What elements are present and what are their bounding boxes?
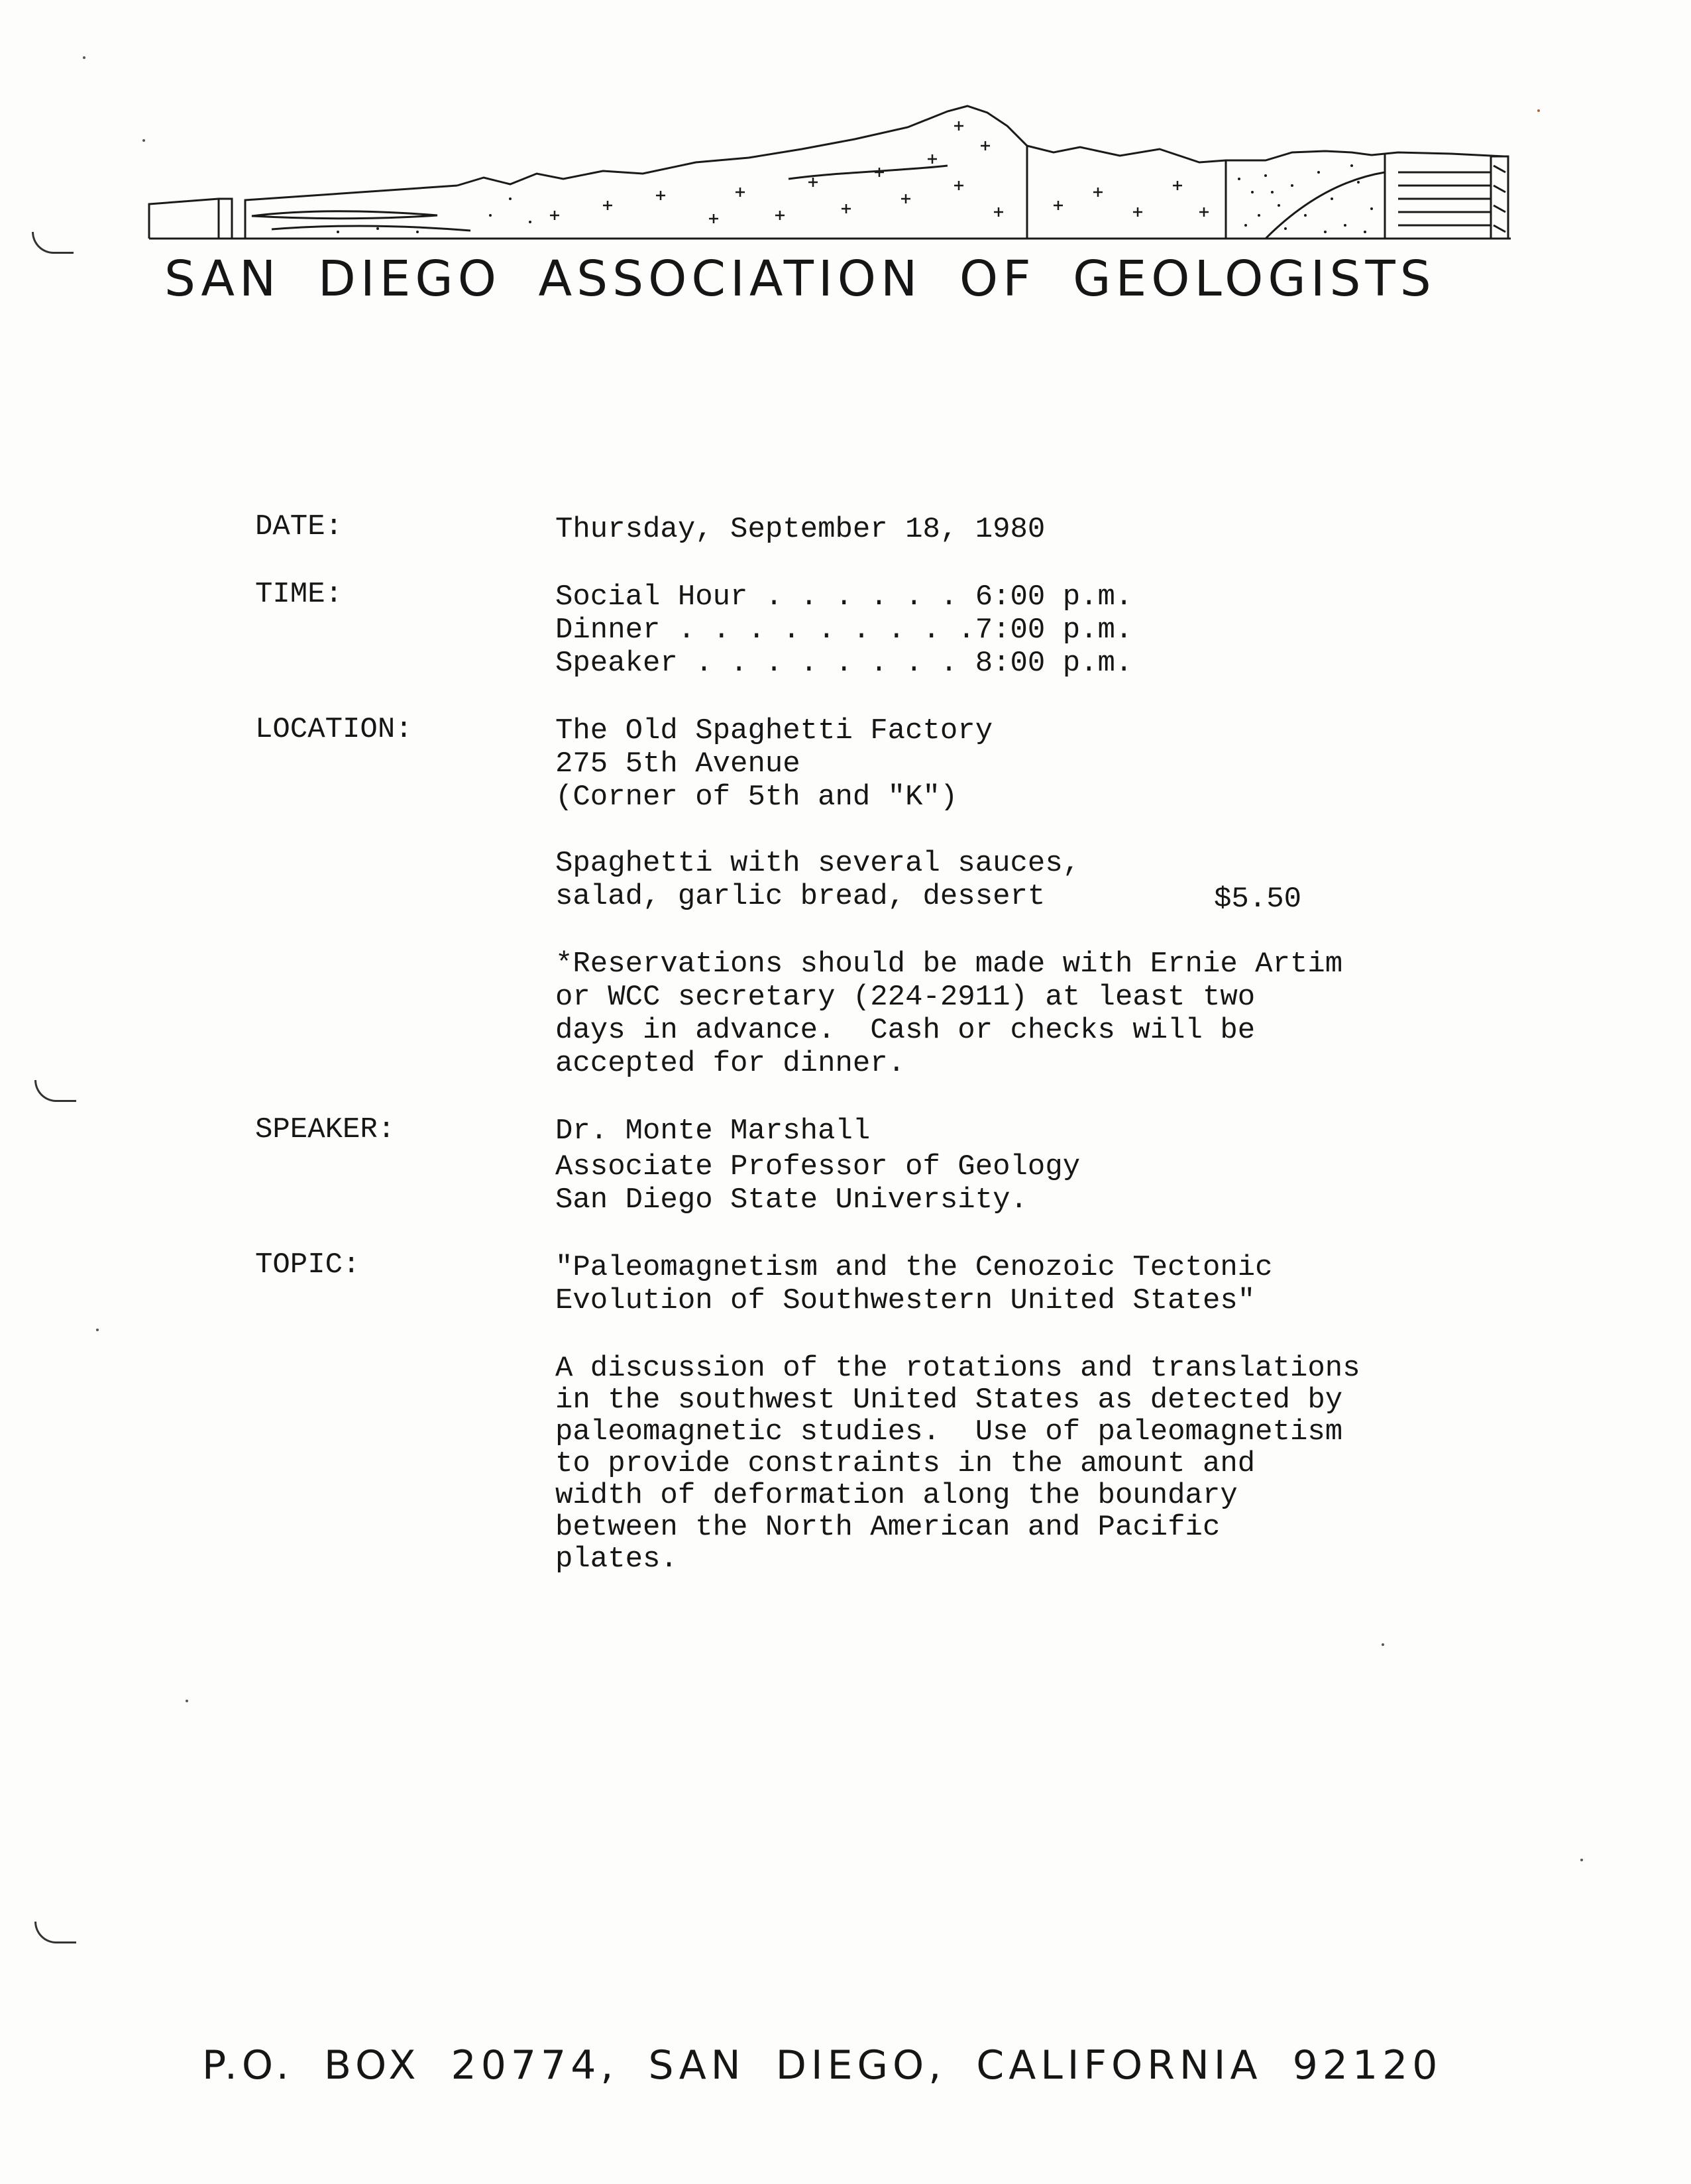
location-line: (Corner of 5th and "K")	[555, 781, 958, 814]
menu-line: salad, garlic bread, dessert	[555, 880, 1046, 913]
abstract-line: to provide constraints in the amount and	[555, 1447, 1256, 1480]
abstract-line: A discussion of the rotations and translations	[555, 1352, 1360, 1385]
schedule-item: Social Hour . . . . . . 6:00 p.m.	[555, 580, 1133, 614]
speaker-label: SPEAKER:	[255, 1113, 396, 1146]
speaker-line: Dr. Monte Marshall	[555, 1115, 871, 1148]
meeting-date: Thursday, September 18, 1980	[555, 513, 1046, 546]
punch-hole-mark	[34, 1922, 76, 1943]
abstract-line: plates.	[555, 1543, 678, 1576]
reservation-line: *Reservations should be made with Ernie Artim	[555, 948, 1343, 981]
scan-speck	[186, 1700, 188, 1702]
topic-line: "Paleomagnetism and the Cenozoic Tectonic	[555, 1251, 1273, 1284]
topic-line: Evolution of Southwestern United States"	[555, 1284, 1256, 1317]
abstract-line: width of deformation along the boundary	[555, 1479, 1238, 1512]
scan-speck	[1382, 1643, 1384, 1646]
reservation-line: accepted for dinner.	[555, 1047, 906, 1080]
topic-label: TOPIC:	[255, 1248, 360, 1282]
menu-line: Spaghetti with several sauces,	[555, 847, 1081, 880]
location-line: 275 5th Avenue	[555, 747, 800, 781]
mountain-cross-section-icon	[139, 99, 1517, 245]
mailing-address: P.O. BOX 20774, SAN DIEGO, CALIFORNIA 92120	[202, 2042, 1443, 2089]
organization-name: SAN DIEGO ASSOCIATION OF GEOLOGISTS	[164, 250, 1436, 307]
scan-speck	[1580, 1859, 1583, 1861]
scan-speck	[142, 139, 145, 142]
dinner-price: $5.50	[1214, 883, 1302, 916]
abstract-line: between the North American and Pacific	[555, 1511, 1221, 1544]
location-line: The Old Spaghetti Factory	[555, 714, 993, 747]
abstract-line: paleomagnetic studies. Use of paleomagnetism	[555, 1415, 1343, 1448]
location-label: LOCATION:	[255, 713, 413, 746]
date-label: DATE:	[255, 510, 343, 543]
punch-hole-mark	[32, 232, 74, 254]
schedule-item: Dinner . . . . . . . . .7:00 p.m.	[555, 614, 1133, 647]
scan-speck	[1537, 109, 1540, 112]
time-label: TIME:	[255, 578, 343, 611]
speaker-line: Associate Professor of Geology	[555, 1150, 1081, 1183]
reservation-line: days in advance. Cash or checks will be	[555, 1014, 1256, 1047]
scan-speck	[83, 56, 85, 59]
reservation-line: or WCC secretary (224-2911) at least two	[555, 981, 1256, 1014]
punch-hole-mark	[34, 1080, 76, 1102]
scan-speck	[96, 1329, 99, 1331]
speaker-line: San Diego State University.	[555, 1183, 1028, 1217]
abstract-line: in the southwest United States as detected by	[555, 1384, 1343, 1417]
schedule-item: Speaker . . . . . . . . 8:00 p.m.	[555, 647, 1133, 680]
